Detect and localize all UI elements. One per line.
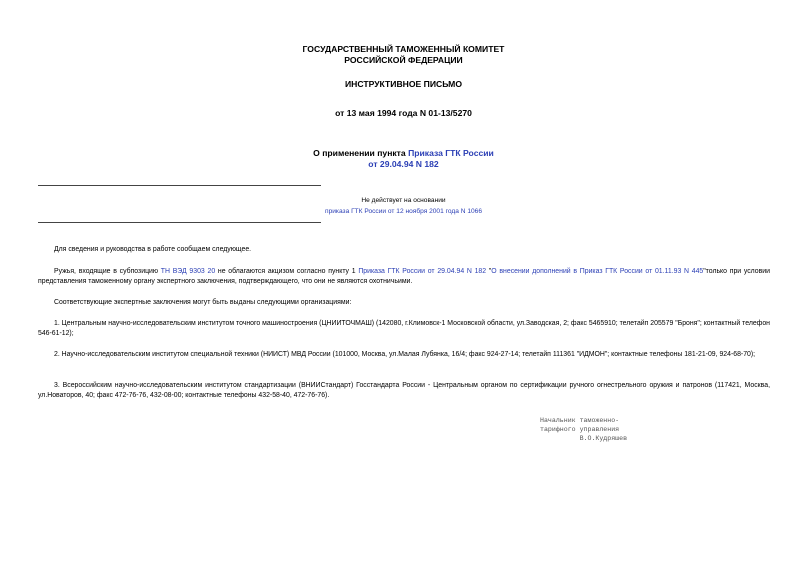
status-note-link[interactable]: приказа ГТК России от 12 ноября 2001 года N 1066: [325, 208, 482, 215]
org-name-line2: РОССИЙСКОЙ ФЕДЕРАЦИИ: [344, 55, 463, 65]
link-order-445[interactable]: О внесении дополнений в Приказ ГТК России от 01.11.93 N 445: [491, 268, 704, 275]
list-item-1-text: 1. Центральным научно-исследовательским институтом точного машиностроения (ЦНИИТОЧМАШ) (142080, г.Климовск-1 Московской области, ул.Заводская, 2; факс 5465910; телетайп 205579 "Броня"; контактный телефон 546-61-12);: [38, 320, 770, 337]
document-date-number: от 13 мая 1994 года N 01-13/5270: [335, 108, 472, 118]
signature-name: В.О.Кудряшев: [540, 435, 628, 442]
signature-line2: тарифного управления: [540, 426, 620, 433]
signature-line1: Начальник таможенно-: [540, 417, 620, 424]
subject-link-order[interactable]: Приказа ГТК России: [408, 148, 494, 158]
signature-block: [540, 416, 627, 443]
subject-prefix: О применении пункта: [313, 148, 409, 158]
link-tn-ved[interactable]: ТН ВЭД 9303 20: [160, 268, 216, 275]
paragraph-rifles-text2: не облагаются акцизом согласно пункту 1: [215, 268, 359, 275]
paragraph-rifles-text4: "только при условии представления таможенному органу экспертного заключения, подтверждающего, что они не являются охотничьими.: [38, 268, 770, 285]
list-item-3: [38, 381, 770, 401]
org-name-line1: ГОСУДАРСТВЕННЫЙ ТАМОЖЕННЫЙ КОМИТЕТ: [302, 44, 505, 54]
list-item-1: [38, 319, 770, 339]
subject-link-order-date[interactable]: от 29.04.94 N 182: [368, 159, 439, 169]
paragraph-rifles-text1: Ружья, входящие в субпозицию: [54, 268, 161, 275]
paragraph-rifles: [38, 267, 770, 287]
document-type: ИНСТРУКТИВНОЕ ПИСЬМО: [344, 79, 463, 89]
list-item-2-text: 2. Научно-исследовательским институтом специальной техники (НИИСТ) МВД России (101000, Москва, ул.Малая Лубянка, 16/4; факс 924-27-14; телетайп 111361 "ИДМОН"; контактные телефоны 181-21-09, 924-68-70);: [54, 351, 756, 358]
document-subject: [0, 148, 807, 159]
list-item-2: [38, 350, 770, 360]
paragraph-intro-text: Для сведения и руководства в работе сообщаем следующее.: [54, 246, 252, 253]
paragraph-intro: [38, 245, 770, 255]
divider-bottom: [38, 222, 321, 223]
status-note-text: Не действует на основании: [361, 197, 446, 204]
paragraph-rifles-text3: ": [486, 268, 492, 275]
paragraph-experts: [38, 298, 770, 308]
paragraph-experts-text: Соответствующие экспертные заключения могут быть выданы следующими организациями:: [54, 299, 352, 306]
divider-top: [38, 185, 321, 186]
link-order-182[interactable]: Приказа ГТК России от 29.04.94 N 182: [358, 268, 487, 275]
list-item-3-text: 3. Всероссийским научно-исследовательским институтом стандартизации (ВНИИСтандарт) Госстандарта России - Центральным органом по сертификации ручного огнестрельного оружия и патронов (117421, Москва, ул.Новаторов, 40; факс 472-76-76, 432-08-00; контактные телефоны 432-58-40, 472-76-76).: [38, 382, 770, 399]
